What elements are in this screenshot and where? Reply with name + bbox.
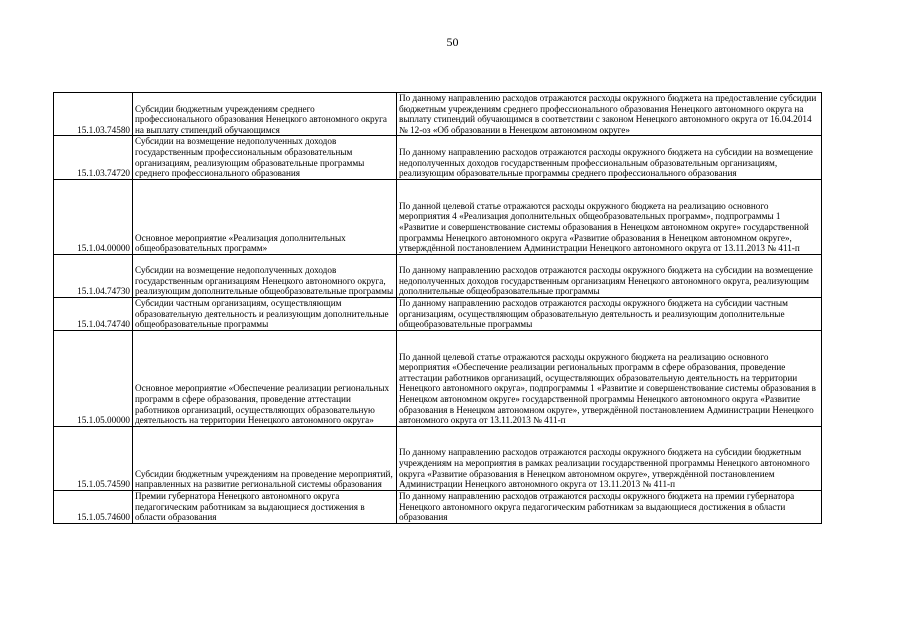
row-code: 15.1.05.74590 [54, 426, 133, 490]
row-description: По данной целевой статье отражаются расходы окружного бюджета на реализацию основного мероприятия 4 «Реализация дополнительных общеобразовательных программ», подпрограммы 1 «Развитие и совершенствование системы образования в Ненецком автономном округе» государственной программы Ненецкого автономного округа «Развитие образования в Ненецком автономном округе», утверждённой постановлением Администрации Ненецкого автономного округа от 13.11.2013 № 411-п [397, 179, 822, 254]
row-description: По данному направлению расходов отражаются расходы окружного бюджета на предоставление субсидии бюджетным учреждениям среднего профессионального образования Ненецкого автономного округа на выплату стипендий обучающимся в соответствии с законом Ненецкого автономного округа от 16.04.2014 № 12-оз «Об образовании в Ненецком автономном округе» [397, 93, 822, 136]
row-description: По данному направлению расходов отражаются расходы окружного бюджета на субсидии частным организациям, осуществляющим образовательную деятельность и реализующим дополнительные общеобразовательные программы [397, 297, 822, 330]
page-number: 50 [446, 35, 459, 49]
row-name: Субсидии на возмещение недополученных доходов государственным профессиональным образовательным организациям, реализующим образовательные программы среднего профессионального образования [133, 136, 397, 179]
row-description: По данной целевой статье отражаются расходы окружного бюджета на реализацию основного мероприятия «Обеспечение реализации региональных программ в сфере образования, проведение аттестации работников организаций, осуществляющих образовательную деятельность на территории Ненецкого автономного округа», подпрограммы 1 «Развитие и совершенствование системы образования в Ненецком автономном округе» государственной программы Ненецкого автономного округа «Развитие образования в Ненецком автономном округе», утверждённой постановлением Администрации Ненецкого автономного округа от 13.11.2013 № 411-п [397, 330, 822, 426]
row-name: Основное мероприятие «Реализация дополнительных общеобразовательных программ» [133, 179, 397, 254]
row-code: 15.1.04.74730 [54, 254, 133, 297]
row-code: 15.1.03.74720 [54, 136, 133, 179]
row-description: По данному направлению расходов отражаются расходы окружного бюджета на субсидии на возмещение недополученных доходов государственным профессиональным образовательным организациям, реализующим образовательные программы среднего профессионального образования [397, 136, 822, 179]
row-name: Основное мероприятие «Обеспечение реализации региональных программ в сфере образования, проведение аттестации работников организаций, осуществляющих образовательную деятельность на территории Ненецкого автономного округа» [133, 330, 397, 426]
row-code: 15.1.05.74600 [54, 490, 133, 523]
table-row [54, 297, 822, 330]
row-description: По данному направлению расходов отражаются расходы окружного бюджета на субсидии на возмещение недополученных доходов государственным организациям Ненецкого автономного округа, реализующим дополнительные общеобразовательные программы [397, 254, 822, 297]
table-row [54, 426, 822, 490]
table-row [54, 93, 822, 136]
budget-classification-table [53, 92, 822, 524]
row-description: По данному направлению расходов отражаются расходы окружного бюджета на субсидии бюджетным учреждениям на мероприятия в рамках реализации государственной программы Ненецкого автономного округа «Развитие образования в Ненецком автономном округе», утверждённой постановлением Администрации Ненецкого автономного округа от 13.11.2013 № 411-п [397, 426, 822, 490]
row-name: Премии губернатора Ненецкого автономного округа педагогическим работникам за выдающиеся достижения в области образования [133, 490, 397, 523]
table-row [54, 490, 822, 523]
row-description: По данному направлению расходов отражаются расходы окружного бюджета на премии губернатора Ненецкого автономного округа педагогическим работникам за выдающиеся достижения в области образования [397, 490, 822, 523]
table-row [54, 136, 822, 179]
row-name: Субсидии частным организациям, осуществляющим образовательную деятельность и реализующим дополнительные общеобразовательные программы [133, 297, 397, 330]
row-code: 15.1.03.74580 [54, 93, 133, 136]
table-row [54, 179, 822, 254]
table-row [54, 330, 822, 426]
row-name: Субсидии бюджетным учреждениям на проведение мероприятий, направленных на развитие региональной системы образования [133, 426, 397, 490]
row-code: 15.1.04.74740 [54, 297, 133, 330]
table-row [54, 254, 822, 297]
row-code: 15.1.05.00000 [54, 330, 133, 426]
row-code: 15.1.04.00000 [54, 179, 133, 254]
row-name: Субсидии бюджетным учреждениям среднего профессионального образования Ненецкого автономного округа на выплату стипендий обучающимся [133, 93, 397, 136]
row-name: Субсидии на возмещение недополученных доходов государственным организациям Ненецкого автономного округа, реализующим дополнительные общеобразовательные программы [133, 254, 397, 297]
